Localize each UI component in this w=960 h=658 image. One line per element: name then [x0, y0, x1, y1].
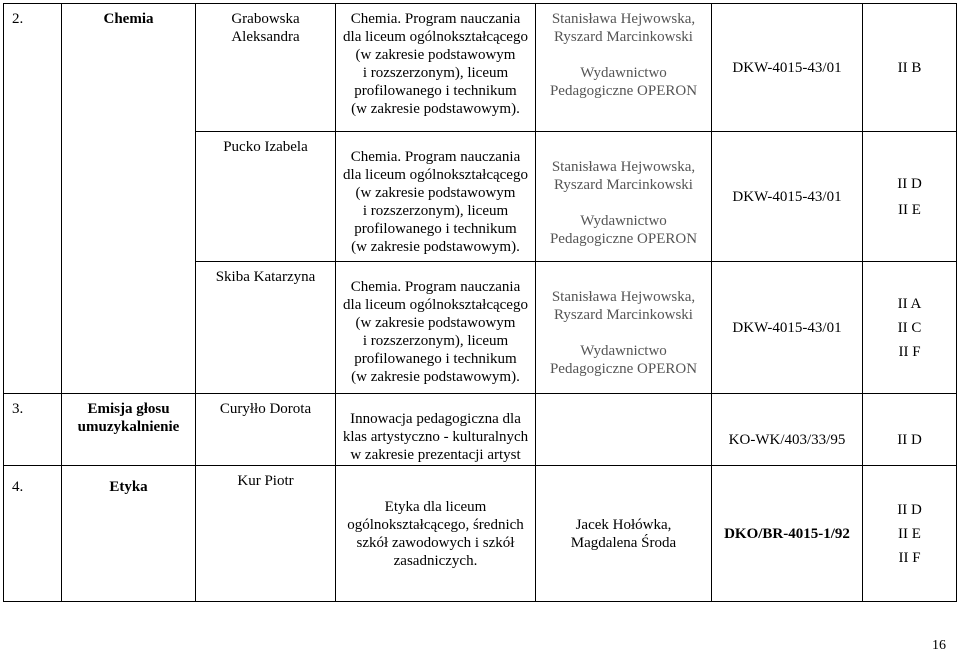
program-line: Chemia. Program nauczania: [350, 149, 521, 165]
program-line: w zakresie prezentacji artyst: [350, 447, 521, 463]
program-line: (w zakresie podstawowym: [355, 185, 516, 201]
authors-cell: [536, 466, 712, 602]
row-number: 3.: [12, 401, 24, 417]
publisher-line: Wydawnictwo: [580, 65, 667, 81]
teacher-cell: [196, 262, 336, 394]
page-number: 16: [932, 638, 946, 653]
program-cell: [336, 4, 536, 132]
row-number-cell: [4, 466, 62, 602]
program-line: i rozszerzonym), liceum: [362, 203, 509, 219]
program-cell: [336, 394, 536, 466]
approval-number: DKW-4015-43/01: [732, 188, 842, 205]
subject-cell: [62, 262, 196, 394]
program-line: (w zakresie podstawowym: [355, 315, 516, 331]
row-number-cell: [4, 4, 62, 132]
program-line: (w zakresie podstawowym).: [351, 239, 520, 255]
teacher-line: Curyłło Dorota: [219, 401, 312, 417]
teacher-cell: [196, 394, 336, 466]
table-row: [4, 394, 957, 466]
teacher-cell: [196, 132, 336, 262]
teacher-line: Kur Piotr: [237, 473, 294, 489]
program-cell: [336, 262, 536, 394]
approval-number: KO-WK/403/33/95: [728, 431, 846, 448]
approval-number-cell: [712, 466, 863, 602]
program-line: (w zakresie podstawowym).: [351, 101, 520, 117]
subject-cell: [62, 4, 196, 132]
subject-line: umuzykalnienie: [77, 419, 180, 435]
program-line: (w zakresie podstawowym).: [351, 369, 520, 385]
program-cell: [336, 132, 536, 262]
class-label: II D: [897, 431, 922, 448]
class-label: II F: [898, 549, 921, 566]
author-line: Ryszard Marcinkowski: [554, 177, 693, 193]
classes-cell: [863, 262, 957, 394]
subject-name: Chemia: [103, 11, 154, 27]
class-label: II F: [898, 343, 921, 360]
teacher-cell: [196, 4, 336, 132]
program-line: Chemia. Program nauczania: [350, 279, 521, 295]
author-line: Stanisława Hejwowska,: [551, 11, 696, 27]
subject-line: Emisja głosu: [87, 401, 170, 417]
approval-number: DKW-4015-43/01: [732, 319, 842, 336]
teacher-line: Aleksandra: [231, 29, 300, 45]
publisher-line: Pedagogiczne OPERON: [549, 231, 698, 247]
approval-number-cell: [712, 262, 863, 394]
program-line: profilowanego i technikum: [354, 221, 517, 237]
program-line: Etyka dla liceum: [384, 498, 487, 515]
class-label: II C: [897, 319, 922, 336]
teacher-line: Pucko Izabela: [223, 139, 308, 155]
approval-number: DKO/BR-4015-1/92: [724, 525, 850, 542]
publisher-line: Wydawnictwo: [580, 343, 667, 359]
row-number-cell: [4, 132, 62, 262]
table-row: [4, 262, 957, 394]
classes-cell: [863, 394, 957, 466]
teacher-cell: [196, 466, 336, 602]
author-line: Stanisława Hejwowska,: [551, 159, 696, 175]
class-label: II E: [898, 201, 921, 218]
program-line: i rozszerzonym), liceum: [362, 333, 509, 349]
program-line: Innowacja pedagogiczna dla: [350, 411, 521, 427]
program-line: szkół zawodowych i szkół: [356, 534, 515, 551]
authors-cell: [536, 4, 712, 132]
approval-number: DKW-4015-43/01: [732, 59, 842, 76]
publisher-line: Pedagogiczne OPERON: [549, 83, 698, 99]
class-label: II B: [897, 59, 922, 76]
program-line: dla liceum ogólnokształcącego: [343, 29, 528, 45]
table-row: [4, 4, 957, 132]
classes-cell: [863, 466, 957, 602]
program-line: profilowanego i technikum: [354, 83, 517, 99]
author-line: Ryszard Marcinkowski: [554, 29, 693, 45]
authors-cell: [536, 394, 712, 466]
authors-cell: [536, 262, 712, 394]
row-number: 2.: [12, 11, 24, 27]
authors-cell: [536, 132, 712, 262]
teacher-line: Grabowska: [231, 11, 300, 27]
author-line: Jacek Hołówka,: [575, 516, 672, 533]
program-line: klas artystyczno - kulturalnych: [342, 429, 529, 445]
subject-cell: [62, 394, 196, 466]
table-row: [4, 466, 957, 602]
author-line: Magdalena Środa: [570, 534, 677, 551]
approval-number-cell: [712, 4, 863, 132]
program-line: dla liceum ogólnokształcącego: [343, 167, 528, 183]
class-label: II D: [897, 501, 922, 518]
subject-cell: [62, 132, 196, 262]
approval-number-cell: [712, 394, 863, 466]
subject-cell: [62, 466, 196, 602]
classes-cell: [863, 4, 957, 132]
publisher-line: Wydawnictwo: [580, 213, 667, 229]
program-line: Chemia. Program nauczania: [350, 11, 521, 27]
class-label: II A: [897, 295, 922, 312]
program-line: (w zakresie podstawowym: [355, 47, 516, 63]
program-line: i rozszerzonym), liceum: [362, 65, 509, 81]
program-line: ogólnokształcącego, średnich: [347, 516, 524, 533]
row-number-cell: [4, 394, 62, 466]
program-line: zasadniczych.: [393, 552, 478, 569]
teacher-line: Skiba Katarzyna: [215, 269, 316, 285]
row-number: 4.: [12, 479, 24, 495]
program-line: dla liceum ogólnokształcącego: [343, 297, 528, 313]
publisher-line: Pedagogiczne OPERON: [549, 361, 698, 377]
class-label: II E: [898, 525, 921, 542]
approval-number-cell: [712, 132, 863, 262]
row-number-cell: [4, 262, 62, 394]
program-cell: [336, 466, 536, 602]
author-line: Ryszard Marcinkowski: [554, 307, 693, 323]
subject-name: Etyka: [109, 479, 148, 495]
classes-cell: [863, 132, 957, 262]
curriculum-table: [3, 3, 957, 602]
author-line: Stanisława Hejwowska,: [551, 289, 696, 305]
class-label: II D: [897, 175, 922, 192]
table-row: [4, 132, 957, 262]
program-line: profilowanego i technikum: [354, 351, 517, 367]
